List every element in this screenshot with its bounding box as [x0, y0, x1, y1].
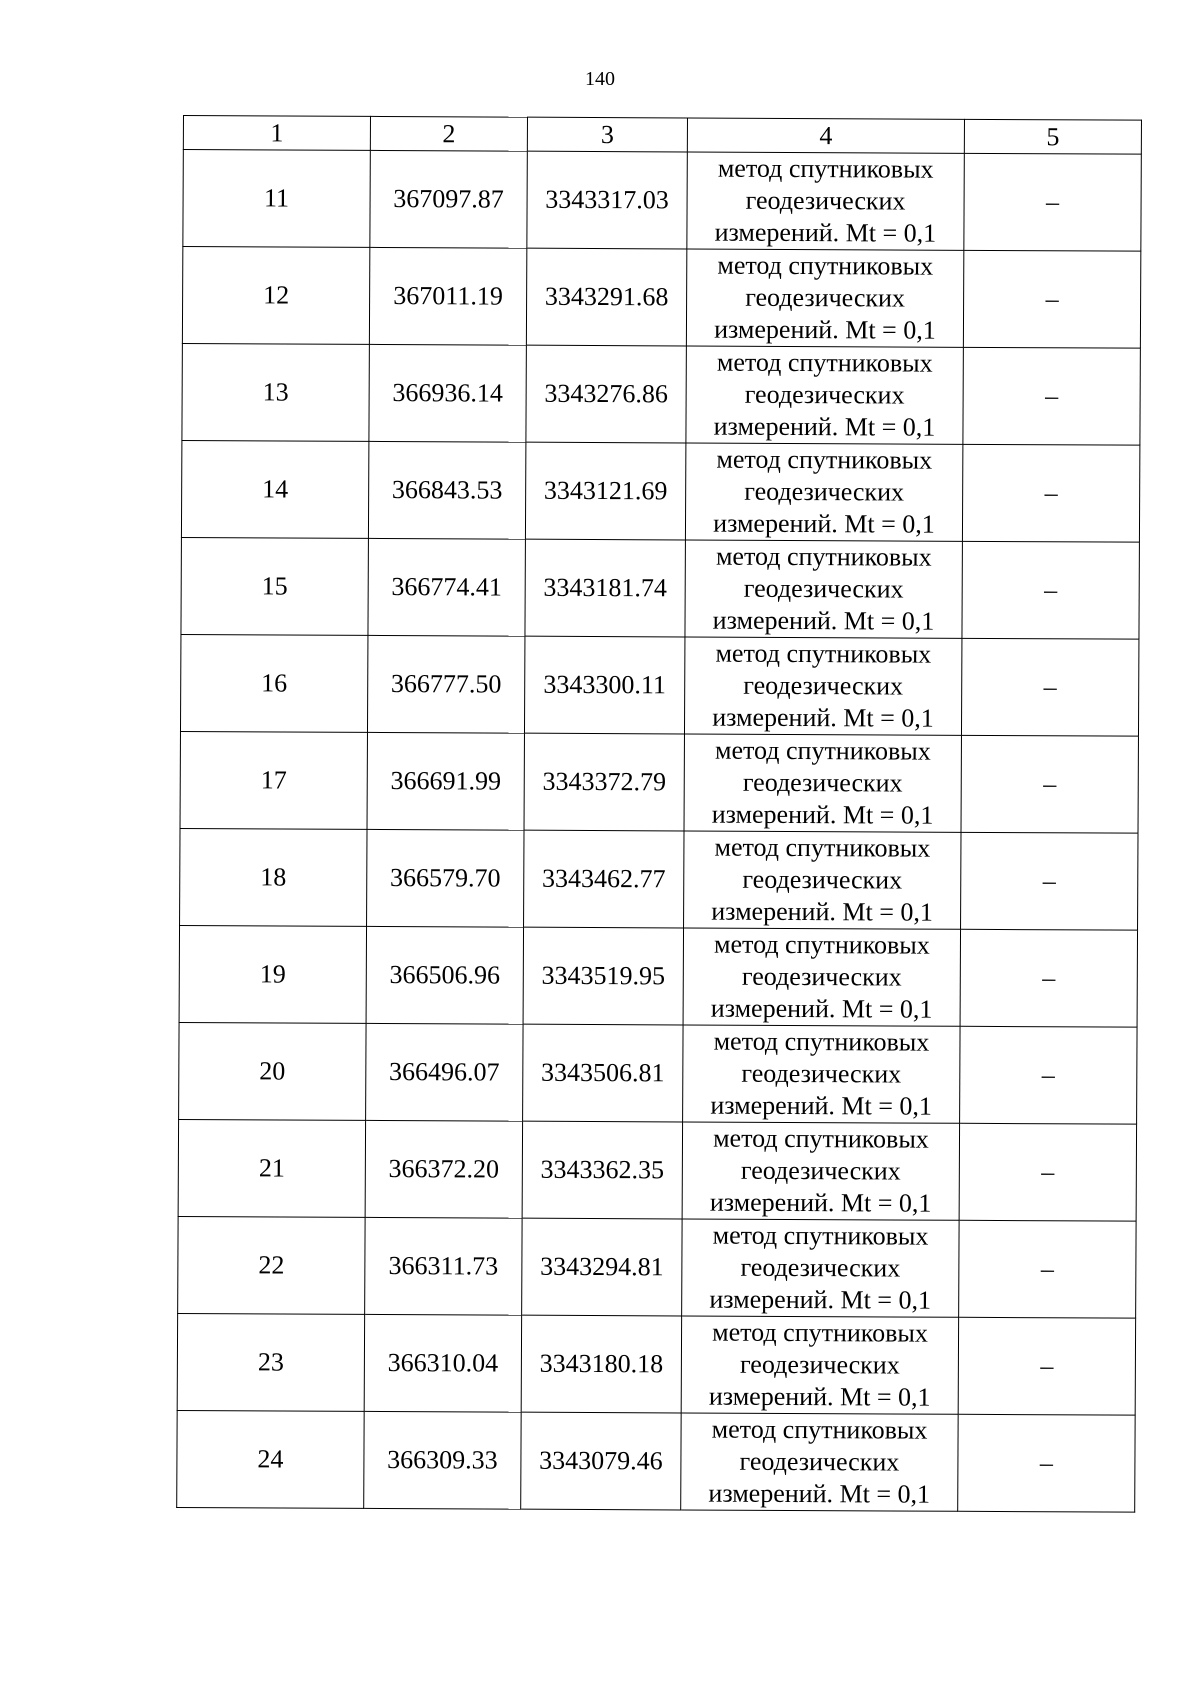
method-line: метод спутниковых: [715, 541, 932, 572]
method-cell: [685, 540, 962, 638]
header-cell-col-3: 3: [527, 117, 687, 152]
y-coordinate-cell: 3343372.79: [524, 733, 684, 831]
y-coordinate-cell: 3343317.03: [527, 151, 687, 249]
note-cell: –: [963, 250, 1140, 348]
method-line: метод спутниковых: [714, 929, 930, 960]
method-line: геодезических: [743, 670, 904, 701]
y-coordinate-cell: 3343294.81: [522, 1218, 682, 1316]
note-cell: –: [963, 347, 1140, 445]
method-cell: [686, 249, 963, 347]
method-line: измерений. Mt = 0,1: [710, 1090, 933, 1121]
method-line: метод спутниковых: [712, 1220, 929, 1251]
x-coordinate-cell: 366691.99: [367, 732, 524, 830]
table-row: [180, 634, 1138, 736]
table-row: [181, 537, 1139, 639]
method-cell: [684, 637, 961, 735]
point-number-cell: 23: [177, 1313, 364, 1411]
point-number-cell: 17: [180, 731, 367, 829]
method-cell: [684, 734, 961, 832]
x-coordinate-cell: 366506.96: [366, 926, 523, 1024]
method-line: метод спутниковых: [717, 250, 934, 281]
method-line: измерений. Mt = 0,1: [709, 1284, 932, 1315]
method-line: измерений. Mt = 0,1: [712, 702, 934, 733]
point-number-cell: 20: [179, 1022, 366, 1120]
y-coordinate-cell: 3343121.69: [525, 442, 685, 540]
header-cell-col-1: 1: [183, 116, 370, 151]
y-coordinate-cell: 3343506.81: [523, 1024, 683, 1122]
table-row: [180, 828, 1138, 930]
point-number-cell: 11: [183, 150, 370, 248]
table-header-row: [183, 116, 1141, 155]
point-number-cell: 12: [182, 247, 369, 345]
note-cell: –: [964, 153, 1141, 251]
note-cell: –: [960, 1026, 1137, 1124]
table-row: [180, 731, 1138, 833]
table-row: [177, 1313, 1135, 1415]
header-cell-col-4: 4: [687, 118, 964, 153]
y-coordinate-cell: 3343180.18: [521, 1315, 681, 1413]
note-cell: –: [958, 1317, 1135, 1415]
method-line: метод спутниковых: [714, 735, 931, 766]
coordinates-table: [176, 115, 1142, 1513]
method-cell: [685, 443, 962, 541]
note-cell: –: [962, 444, 1139, 542]
method-line: геодезических: [742, 767, 903, 798]
table-row: [178, 1216, 1136, 1318]
method-line: геодезических: [745, 282, 906, 313]
method-line: измерений. Mt = 0,1: [709, 1187, 932, 1218]
x-coordinate-cell: 366310.04: [364, 1314, 521, 1412]
point-number-cell: 22: [178, 1216, 365, 1314]
method-line: геодезических: [743, 573, 904, 604]
method-line: геодезических: [740, 1155, 901, 1186]
method-line: геодезических: [739, 1446, 900, 1477]
table-body: [177, 116, 1142, 1513]
y-coordinate-cell: 3343181.74: [525, 539, 685, 637]
page-number: 140: [585, 68, 615, 90]
y-coordinate-cell: 3343079.46: [521, 1412, 681, 1510]
x-coordinate-cell: 366774.41: [368, 538, 525, 636]
x-coordinate-cell: 366496.07: [366, 1023, 523, 1121]
x-coordinate-cell: 366579.70: [367, 829, 524, 927]
note-cell: –: [958, 1414, 1135, 1512]
note-cell: –: [960, 929, 1137, 1027]
method-line: метод спутниковых: [716, 444, 933, 475]
method-cell: [686, 346, 963, 444]
x-coordinate-cell: 366309.33: [364, 1411, 521, 1509]
point-number-cell: 18: [180, 828, 367, 926]
note-cell: –: [959, 1220, 1136, 1318]
method-cell: [682, 1219, 959, 1317]
table-row: [183, 150, 1141, 252]
y-coordinate-cell: 3343462.77: [524, 830, 684, 928]
method-line: геодезических: [745, 185, 906, 216]
method-line: метод спутниковых: [711, 1414, 928, 1445]
note-cell: –: [961, 638, 1138, 736]
method-line: метод спутниковых: [715, 638, 932, 669]
table-row: [179, 1022, 1137, 1124]
method-line: измерений. Mt = 0,1: [714, 314, 936, 345]
method-cell: [682, 1122, 959, 1220]
x-coordinate-cell: 366311.73: [365, 1217, 522, 1315]
method-line: геодезических: [744, 476, 905, 507]
method-line: геодезических: [742, 864, 903, 895]
y-coordinate-cell: 3343291.68: [526, 248, 686, 346]
table-row: [179, 925, 1137, 1027]
point-number-cell: 14: [181, 440, 368, 538]
method-line: геодезических: [739, 1349, 900, 1380]
method-line: измерений. Mt = 0,1: [713, 411, 936, 442]
method-cell: [684, 831, 961, 929]
method-line: измерений. Mt = 0,1: [712, 605, 935, 636]
method-line: геодезических: [744, 379, 905, 410]
method-line: геодезических: [741, 961, 902, 992]
table-row: [177, 1410, 1135, 1512]
y-coordinate-cell: 3343519.95: [523, 927, 683, 1025]
x-coordinate-cell: 366777.50: [367, 635, 524, 733]
method-line: метод спутниковых: [716, 347, 933, 378]
method-line: измерений. Mt = 0,1: [714, 217, 937, 248]
table-row: [178, 1119, 1136, 1221]
x-coordinate-cell: 366936.14: [369, 344, 526, 442]
method-line: метод спутниковых: [713, 1026, 930, 1057]
method-cell: [681, 1413, 958, 1511]
y-coordinate-cell: 3343362.35: [522, 1121, 682, 1219]
note-cell: –: [961, 832, 1138, 930]
point-number-cell: 24: [177, 1410, 364, 1508]
point-number-cell: 21: [178, 1119, 365, 1217]
point-number-cell: 15: [181, 537, 368, 635]
point-number-cell: 19: [179, 925, 366, 1023]
method-line: метод спутниковых: [712, 1317, 928, 1348]
method-cell: [681, 1316, 958, 1414]
table-row: [182, 343, 1140, 445]
table-row: [181, 440, 1139, 542]
note-cell: –: [959, 1123, 1136, 1221]
y-coordinate-cell: 3343300.11: [524, 636, 684, 734]
method-line: геодезических: [741, 1058, 902, 1089]
table-row: [182, 247, 1140, 349]
note-cell: –: [961, 735, 1138, 833]
method-line: измерений. Mt = 0,1: [711, 896, 933, 927]
x-coordinate-cell: 366843.53: [368, 441, 525, 539]
method-line: геодезических: [740, 1252, 901, 1283]
method-line: метод спутниковых: [713, 1123, 929, 1154]
method-cell: [687, 152, 964, 250]
method-line: измерений. Mt = 0,1: [710, 993, 933, 1024]
method-line: измерений. Mt = 0,1: [711, 799, 934, 830]
point-number-cell: 13: [182, 343, 369, 441]
method-cell: [683, 928, 960, 1026]
x-coordinate-cell: 367011.19: [369, 247, 526, 345]
y-coordinate-cell: 3343276.86: [526, 345, 686, 443]
method-line: метод спутниковых: [717, 153, 934, 184]
method-line: измерений. Mt = 0,1: [713, 508, 935, 539]
header-cell-col-5: 5: [964, 119, 1141, 154]
point-number-cell: 16: [180, 634, 367, 732]
method-line: измерений. Mt = 0,1: [708, 1381, 931, 1412]
method-line: измерений. Mt = 0,1: [708, 1478, 931, 1509]
x-coordinate-cell: 367097.87: [370, 150, 527, 248]
note-cell: –: [962, 541, 1139, 639]
header-cell-col-2: 2: [370, 116, 527, 151]
method-cell: [683, 1025, 960, 1123]
x-coordinate-cell: 366372.20: [365, 1120, 522, 1218]
method-line: метод спутниковых: [714, 832, 931, 863]
